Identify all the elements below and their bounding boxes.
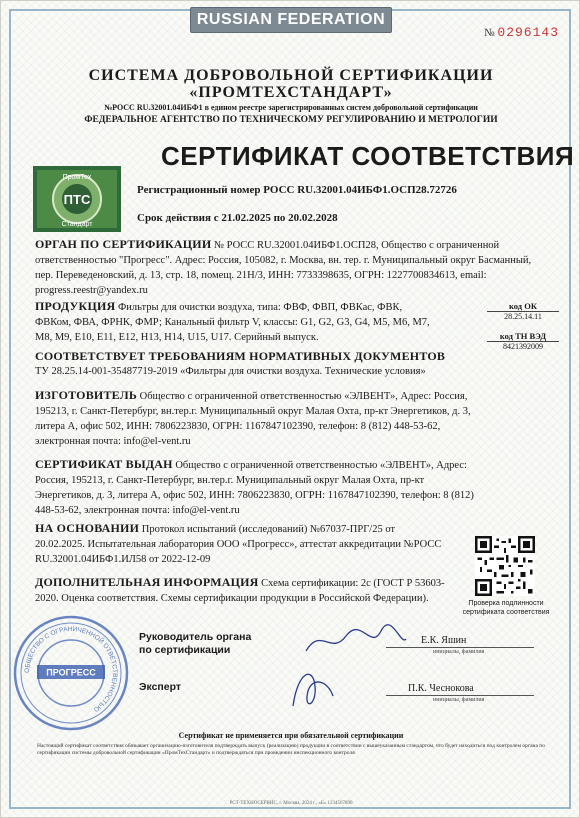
product-heading: ПРОДУКЦИЯ — [35, 299, 116, 313]
conformity-section — [35, 349, 455, 379]
conformity-text: ТУ 28.25.14-001-35487719-2019 «Фильтры для очистки воздуха. Технические условия» — [35, 366, 426, 377]
validity-period: Срок действия с 21.02.2025 по 20.02.2028 — [137, 212, 338, 224]
tnved-label: код ТН ВЭД — [487, 331, 559, 342]
country-banner: RUSSIAN FEDERATION — [190, 7, 392, 33]
expert-caption: инициалы, фамилия — [433, 697, 485, 703]
head-role: Руководитель органа по сертификации — [139, 631, 252, 656]
registration-number: Регистрационный номер РОСС RU.32001.04ИБФ1.ОСП28.72726 — [137, 184, 457, 196]
qr-caption: Проверка подлинности сертификата соответствия — [462, 600, 550, 616]
product-section — [35, 299, 440, 345]
organ-text: № РОСС RU.32001.04ИБФ1.ОСП28, Общество с ограниченной ответственностью "Прогресс". Адрес: Россия, 105082, г. Москва, вн. тер. г. Муниципальный округ Басманный, пер. Переведеновский, д. 13, стр. 18, помещ. 21Н/3, ИНН: 7733398635, ОГРН: 1227700834613, email: progress.reestr@yandex.ru — [35, 240, 532, 296]
head-name: Е.К. Яшин — [421, 635, 467, 646]
basis-text: Протокол испытаний (исследований) №67037-ПРГ/25 от 20.02.2025. Испытательная лаборатория ООО «Прогресс», аттестат аккредитации №РОСС RU.32001.04ИБФ1.ИЛ58 от 2022-12-09 — [35, 524, 442, 565]
expert-signature-icon — [283, 661, 343, 716]
tnved-value: 8421392009 — [503, 342, 543, 351]
logo-bottom-text: Стандарт — [61, 221, 93, 228]
head-caption: инициалы, фамилия — [433, 649, 485, 655]
okpd-code — [487, 301, 559, 322]
additional-info-text: Схема сертификации: 2с (ГОСТ Р 53603-2020. Оценка соответствия. Схемы сертификации продукции в Российской Федерации). — [35, 578, 445, 604]
manufacturer-section — [35, 388, 475, 449]
manufacturer-text: Общество с ограниченной ответственностью «ЭЛВЕНТ», Адрес: Россия, 195213, г. Санкт-Петербург, вн.тер.г. Муниципальный округ Малая Охта, пр-кт Энергетиков, д. 3, литера А, офис 502, ИНН: 7806223830, ОГРН: 1167847102390, телефон: 8 (812) 448-53-62, электронная почта: info@el-vent.ru — [35, 391, 471, 447]
product-text: Фильтры для очистки воздуха, типа: ФВФ, ФВП, ФВКас, ФВК, ФВКом, ФВА, ФРНК, ФМР; Канальный фильтр V, классы: G1, G2, G3, G4, M5, M6, M7, M8, M9, E10, E11, E12, H13, H14, U15, U17. Серийный выпуск. — [35, 302, 430, 343]
system-title-line1: СИСТЕМА ДОБРОВОЛЬНОЙ СЕРТИФИКАЦИИ — [88, 67, 494, 84]
basis-section — [35, 521, 445, 567]
okpd-value: 28.25.14.11 — [504, 312, 542, 321]
head-signature-icon — [301, 621, 411, 661]
organ-heading: ОРГАН ПО СЕРТИФИКАЦИИ — [35, 237, 212, 251]
stamp-center-text: ПРОГРЕСС — [46, 667, 96, 678]
organ-section — [35, 237, 547, 298]
verification-qr-icon[interactable] — [475, 536, 535, 596]
issued-to-section — [35, 457, 475, 518]
basis-heading: НА ОСНОВАНИИ — [35, 521, 140, 535]
manufacturer-heading: ИЗГОТОВИТЕЛЬ — [35, 388, 137, 402]
issued-to-heading: СЕРТИФИКАТ ВЫДАН — [35, 457, 173, 471]
logo-letters: ПТС — [63, 192, 91, 207]
tnved-code — [487, 331, 559, 352]
pts-logo-icon — [31, 164, 123, 234]
head-signature-line — [386, 647, 534, 648]
expert-role: Эксперт — [139, 681, 182, 693]
certificate-title: СЕРТИФИКАТ СООТВЕТСТВИЯ — [161, 141, 575, 171]
additional-info-section — [35, 575, 445, 606]
footer-note: Сертификат не применяется при обязательной сертификации — [178, 731, 404, 740]
serial-number — [484, 25, 559, 40]
additional-info-heading: ДОПОЛНИТЕЛЬНАЯ ИНФОРМАЦИЯ — [35, 575, 259, 589]
expert-signature-line — [386, 695, 534, 696]
footer-fine-print: Настоящий сертификат соответствия обязывает организацию-изготовителя подтверждать выпуск (реализацию) продукции в соответствии с вышеуказанным стандартом, что будет находиться под контролем органа по сертификации системы добровольной сертификации «ПромТехСтандарт» и подтверждаться при проведении инспекционного контроля — [37, 743, 545, 756]
system-title-line2: «ПРОМТЕХСТАНДАРТ» — [189, 84, 393, 101]
expert-name: П.К. Чеснокова — [408, 683, 474, 694]
agency-name: ФЕДЕРАЛЬНОЕ АГЕНТСТВО ПО ТЕХНИЧЕСКОМУ РЕГУЛИРОВАНИЮ И МЕТРОЛОГИИ — [84, 115, 498, 125]
stamp-ring-text: ОБЩЕСТВО С ОГРАНИЧЕННОЙ ОТВЕТСТВЕННОСТЬЮ — [23, 625, 119, 713]
okpd-label: код ОК — [487, 301, 559, 312]
registry-line: №РОСС RU.32001.04ИБФ1 в едином реестре зарегистрированных систем добровольной сертификации — [104, 103, 478, 112]
serial-prefix: № — [484, 27, 495, 39]
conformity-heading: СООТВЕТСТВУЕТ ТРЕБОВАНИЯМ НОРМАТИВНЫХ ДОКУМЕНТОВ — [35, 349, 446, 363]
issued-to-text: Общество с ограниченной ответственностью «ЭЛВЕНТ», Адрес: Россия, 195213, г. Санкт-Петербург, вн.тер.г. Муниципальный округ Малая Охта, пр-кт Энергетиков, д. 3, литера А, офис 502, ИНН: 7806223830, ОГРН: 1167847102390, телефон: 8 (812) 448-53-62, электронная почта: info@el-vent.ru — [35, 460, 474, 516]
serial-value: 0296143 — [497, 25, 559, 40]
organization-stamp-icon — [11, 613, 131, 733]
printer-line: РСТ-ТЕХНОСЕРВИС, г. Москва, 2024 г., «Б» 1234567890 — [229, 801, 353, 806]
logo-top-text: ПромТех — [62, 174, 92, 181]
